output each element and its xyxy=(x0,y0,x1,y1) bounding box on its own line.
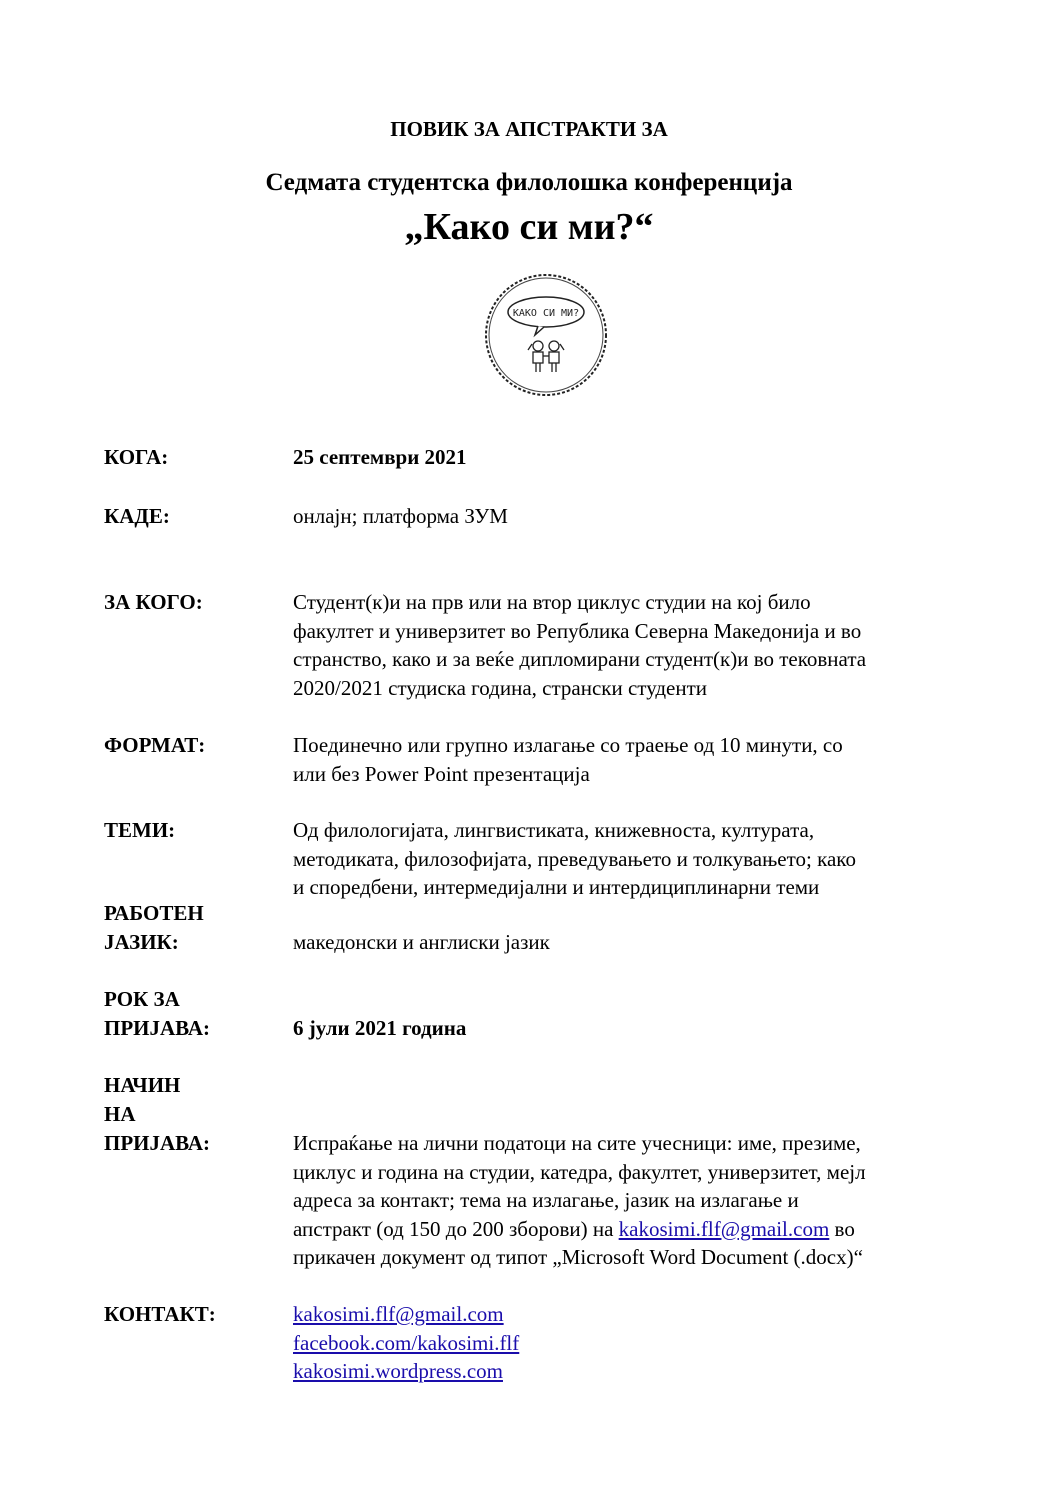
application-line-text: во xyxy=(829,1216,855,1241)
two-children-drawing-icon xyxy=(528,341,564,372)
for-whom-line: Студент(к)и на прв или на втор циклус студии на кој било xyxy=(293,590,811,614)
format-value xyxy=(293,731,843,788)
contact-label: КОНТАКТ: xyxy=(104,1302,216,1326)
format-line: или без Power Point презентација xyxy=(293,761,590,786)
for-whom-value xyxy=(293,588,866,702)
for-whom-line: странство, како и за веќе дипломирани студент(к)и во тековната xyxy=(293,647,867,671)
conference-name: „Како си ми?“ xyxy=(404,206,654,248)
topics-label: ТЕМИ: xyxy=(104,818,176,842)
application-email-link[interactable]: kakosimi.flf@gmail.com xyxy=(618,1216,830,1241)
for-whom-label: ЗА КОГО: xyxy=(104,590,203,614)
call-heading: ПОВИК ЗА АПСТРАКТИ ЗА xyxy=(390,117,668,141)
application-label-line: ПРИЈАВА: xyxy=(104,1131,211,1155)
topics-line: и споредбени, интермедијални и интердициплинарни теми xyxy=(293,875,820,899)
contact-website-link[interactable]: kakosimi.wordpress.com xyxy=(293,1359,503,1383)
contact-email-link[interactable]: kakosimi.flf@gmail.com xyxy=(293,1302,504,1326)
topics-line: методиката, филозофијата, преведувањето и толкувањето; како xyxy=(293,846,856,871)
logo-text: КАКО СИ МИ? xyxy=(512,308,580,319)
where-label: КАДЕ: xyxy=(104,504,170,528)
when-value: 25 септември 2021 xyxy=(293,445,467,469)
topics-line: Од филологијата, лингвистиката, книжевноста, културата, xyxy=(293,818,815,842)
application-value xyxy=(293,1129,866,1272)
application-line: прикачен документ од типот „Microsoft Word Document (.docx)“ xyxy=(293,1245,863,1269)
application-label-line: НАЧИН xyxy=(104,1073,181,1097)
application-label xyxy=(104,1071,210,1158)
where-value: онлајн; платформа ЗУМ xyxy=(293,504,508,528)
when-label: КОГА: xyxy=(104,445,169,469)
conference-logo xyxy=(483,272,609,398)
language-label-line: РАБОТЕН xyxy=(104,901,204,925)
application-line xyxy=(293,1215,866,1244)
conference-title: Седмата студентска филолошка конференција xyxy=(265,169,793,196)
for-whom-line: факултет и универзитет во Република Северна Македонија и во xyxy=(293,618,862,643)
language-value: македонски и англиски јазик xyxy=(293,930,550,954)
language-label-line: ЈАЗИК: xyxy=(104,930,179,954)
contact-links xyxy=(293,1300,519,1386)
deadline-label xyxy=(104,985,210,1043)
deadline-label-line: РОК ЗА xyxy=(104,987,180,1011)
contact-facebook-link[interactable]: facebook.com/kakosimi.flf xyxy=(293,1330,520,1355)
application-line: Испраќање на лични податоци на сите учесници: име, презиме, xyxy=(293,1131,861,1155)
topics-value xyxy=(293,816,856,902)
deadline-label-line: ПРИЈАВА: xyxy=(104,1016,211,1040)
application-line-text: апстракт (од 150 до 200 зборови) на xyxy=(293,1216,619,1241)
application-line: адреса за контакт; тема на излагање, јазик на излагање и xyxy=(293,1188,799,1212)
for-whom-line: 2020/2021 студиска година, странски студенти xyxy=(293,675,708,700)
deadline-value: 6 јули 2021 година xyxy=(293,1016,467,1040)
application-label-line: НА xyxy=(104,1102,136,1126)
format-line: Поединечно или групно излагање со траење од 10 минути, со xyxy=(293,733,843,757)
application-line: циклус и година на студии, катедра, факултет, универзитет, мејл xyxy=(293,1159,866,1184)
format-label: ФОРМАТ: xyxy=(104,733,206,757)
language-label xyxy=(104,899,204,957)
